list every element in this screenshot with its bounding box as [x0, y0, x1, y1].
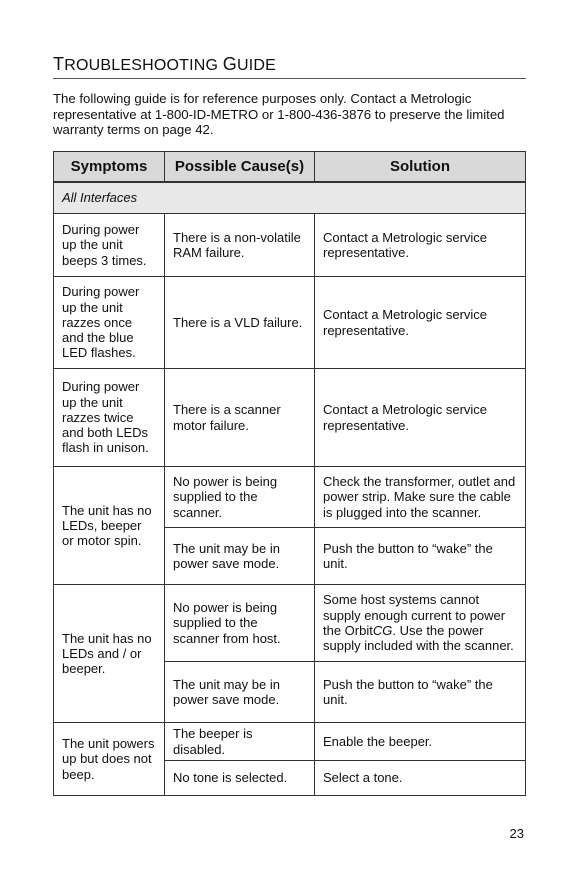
- solution-cell: [315, 585, 526, 662]
- solution-text: Some host systems cannot supply enough current to power the Orbit: [323, 592, 506, 638]
- table-row: [54, 467, 526, 528]
- title-word-2: UIDE: [236, 57, 277, 74]
- table-row: [54, 723, 526, 761]
- cause-cell: No tone is selected.: [165, 761, 315, 796]
- solution-cell: Push the button to “wake” the unit.: [315, 662, 526, 723]
- cause-cell: There is a scanner motor failure.: [165, 369, 315, 467]
- header-solution: Solution: [315, 152, 526, 183]
- symptom-cell: During power up the unit beeps 3 times.: [54, 214, 165, 277]
- title-word-1: ROUBLESHOOTING: [64, 57, 223, 74]
- troubleshooting-table: [53, 151, 526, 796]
- cause-cell: The unit may be in power save mode.: [165, 528, 315, 585]
- solution-cell: Contact a Metrologic service representative.: [315, 277, 526, 369]
- header-causes: Possible Cause(s): [165, 152, 315, 183]
- solution-cell: Contact a Metrologic service representative.: [315, 369, 526, 467]
- cause-cell: No power is being supplied to the scanner from host.: [165, 585, 315, 662]
- cause-cell: The beeper is disabled.: [165, 723, 315, 761]
- symptom-cell: During power up the unit razzes twice and both LEDs flash in unison.: [54, 369, 165, 467]
- solution-cell: Check the transformer, outlet and power strip. Make sure the cable is plugged into the scanner.: [315, 467, 526, 528]
- solution-cell: Push the button to “wake” the unit.: [315, 528, 526, 585]
- table-row: [54, 585, 526, 662]
- section-row: [54, 182, 526, 214]
- product-suffix: CG: [372, 623, 393, 638]
- table-row: [54, 214, 526, 277]
- symptom-cell: The unit has no LEDs and / or beeper.: [54, 585, 165, 723]
- page-title: [53, 54, 526, 79]
- table-row: [54, 277, 526, 369]
- title-initial: T: [53, 54, 65, 74]
- solution-cell: Select a tone.: [315, 761, 526, 796]
- cause-cell: There is a non-volatile RAM failure.: [165, 214, 315, 277]
- intro-paragraph: The following guide is for reference purposes only. Contact a Metrologic representative at 1-800-ID-METRO or 1-800-436-3876 to preserve the limited warranty terms on page 42.: [53, 91, 505, 137]
- solution-text: . Use the power supply included with the scanner.: [323, 623, 514, 654]
- header-symptoms: Symptoms: [54, 152, 165, 183]
- symptom-cell: During power up the unit razzes once and the blue LED flashes.: [54, 277, 165, 369]
- title-initial-2: G: [222, 54, 237, 74]
- symptom-cell: The unit powers up but does not beep.: [54, 723, 165, 796]
- symptom-cell: The unit has no LEDs, beeper or motor spin.: [54, 467, 165, 585]
- section-label: All Interfaces: [54, 182, 526, 214]
- solution-cell: Contact a Metrologic service representative.: [315, 214, 526, 277]
- page-number: 23: [509, 826, 524, 841]
- cause-cell: The unit may be in power save mode.: [165, 662, 315, 723]
- table-header-row: [54, 152, 526, 183]
- cause-cell: There is a VLD failure.: [165, 277, 315, 369]
- solution-cell: Enable the beeper.: [315, 723, 526, 761]
- table-row: [54, 369, 526, 467]
- cause-cell: No power is being supplied to the scanner.: [165, 467, 315, 528]
